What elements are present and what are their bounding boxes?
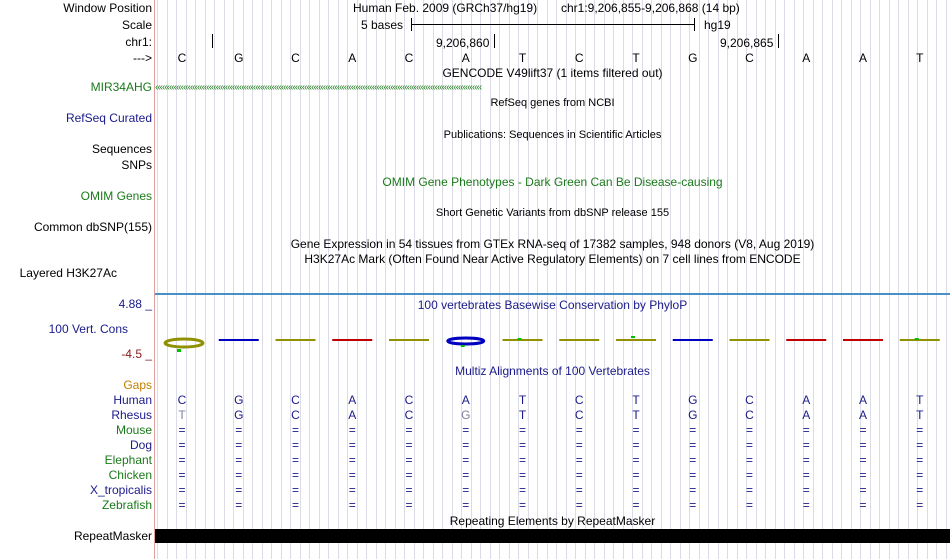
- alignment-cell: C: [404, 408, 414, 422]
- species-label[interactable]: Mouse: [115, 423, 152, 437]
- alignment-cell: A: [802, 393, 811, 407]
- gaps-label: Gaps: [123, 378, 152, 392]
- alignment-cell: T: [518, 393, 527, 407]
- alignment-cell: =: [745, 423, 753, 437]
- species-label[interactable]: Zebrafish: [101, 498, 152, 512]
- alignment-cell: C: [574, 393, 584, 407]
- alignment-cell: =: [916, 453, 924, 467]
- alignment-cell: A: [461, 393, 470, 407]
- alignment-cell: =: [802, 438, 810, 452]
- position-text: chr1:9,206,855-9,206,868 (14 bp): [561, 1, 740, 15]
- alignment-cell: =: [462, 498, 470, 512]
- base: T: [916, 51, 924, 65]
- phylop-logo-mark: [165, 339, 203, 347]
- alignment-cell: C: [177, 393, 187, 407]
- ruler-tick-label: 9,206,860: [436, 36, 490, 50]
- scale-label: Scale: [121, 18, 152, 32]
- gencode-track-label[interactable]: MIR34AHG: [90, 80, 152, 94]
- phylop-track-label[interactable]: 100 Vert. Cons: [48, 322, 128, 336]
- alignment-cell: C: [291, 408, 300, 422]
- alignment-cell: G: [234, 408, 244, 422]
- gencode-gene-feature[interactable]: ‹‹‹‹‹‹‹‹‹‹‹‹‹‹‹‹‹‹‹‹‹‹‹‹‹‹‹‹‹‹‹‹‹‹‹‹‹‹‹‹‹‹‹‹‹‹‹‹‹‹‹‹‹‹‹‹‹‹‹‹‹‹‹‹‹‹‹‹‹‹‹‹‹‹‹‹‹‹‹‹‹‹‹‹‹‹‹‹‹‹‹‹‹‹‹‹‹‹‹‹‹‹‹‹‹‹‹‹‹‹‹‹‹‹‹‹‹‹‹‹‹‹‹‹‹‹‹‹‹‹‹‹‹‹‹‹‹‹‹‹: [155, 82, 482, 93]
- assembly-text: Human Feb. 2009 (GRCh37/hg19): [353, 1, 538, 15]
- ruler-tick-label: 9,206,865: [720, 36, 774, 50]
- alignment-cell: =: [348, 498, 356, 512]
- alignment-cell: =: [178, 468, 186, 482]
- alignment-cell: =: [575, 453, 583, 467]
- h3k27ac-track-label[interactable]: Layered H3K27Ac: [19, 266, 117, 280]
- alignment-cell: =: [632, 453, 640, 467]
- phylop-track-title: 100 vertebrates Basewise Conservation by PhyloP: [417, 298, 688, 312]
- alignment-cell: =: [291, 498, 299, 512]
- alignment-cell: =: [518, 438, 526, 452]
- alignment-cell: A: [802, 408, 811, 422]
- alignment-cell: G: [688, 393, 698, 407]
- alignment-cell: G: [234, 393, 244, 407]
- alignment-cell: A: [858, 408, 867, 422]
- alignment-cell: =: [745, 468, 753, 482]
- alignment-cell: T: [632, 408, 640, 422]
- alignment-cell: =: [802, 498, 810, 512]
- alignment-cell: T: [518, 408, 527, 422]
- refseq-track-title: RefSeq genes from NCBI: [490, 97, 615, 109]
- alignment-cell: =: [348, 423, 356, 437]
- phylop-logo-mark: [448, 338, 484, 344]
- alignment-cell: =: [462, 483, 470, 497]
- alignment-cell: =: [235, 468, 243, 482]
- alignment-cell: =: [405, 498, 413, 512]
- phylop-bar: [461, 345, 465, 347]
- species-label[interactable]: Elephant: [104, 453, 152, 467]
- alignment-cell: =: [462, 438, 470, 452]
- scale-bar: [411, 24, 695, 25]
- alignment-cell: T: [916, 393, 924, 407]
- alignment-cell: =: [916, 498, 924, 512]
- alignment-cell: =: [859, 453, 867, 467]
- omim-track-title: OMIM Gene Phenotypes - Dark Green Can Be Disease-causing: [382, 175, 723, 189]
- chrom-label: chr1:: [125, 35, 152, 49]
- phylop-top-line: [155, 293, 950, 295]
- alignment-cell: =: [802, 453, 810, 467]
- alignment-cell: =: [916, 423, 924, 437]
- alignment-cell: =: [745, 483, 753, 497]
- alignment-cell: G: [461, 408, 471, 422]
- species-label[interactable]: Rhesus: [111, 408, 152, 422]
- alignment-cell: G: [688, 408, 698, 422]
- phylop-bar: [915, 338, 919, 340]
- alignment-cell: =: [462, 453, 470, 467]
- alignment-cell: =: [859, 498, 867, 512]
- alignment-cell: =: [745, 498, 753, 512]
- alignment-cell: =: [235, 498, 243, 512]
- alignment-cell: =: [405, 423, 413, 437]
- dbsnp-track-label[interactable]: Common dbSNP(155): [33, 220, 152, 234]
- alignment-cell: =: [178, 423, 186, 437]
- gencode-track-title: GENCODE V49lift37 (1 items filtered out): [442, 66, 663, 80]
- phylop-graph[interactable]: [155, 330, 950, 356]
- alignment-cell: =: [916, 438, 924, 452]
- species-label[interactable]: Chicken: [108, 468, 152, 482]
- phylop-ymin-label: -4.5 _: [121, 347, 152, 361]
- db-text: hg19: [704, 18, 731, 32]
- phylop-ymax-label: 4.88 _: [118, 297, 152, 311]
- alignment-cell: =: [518, 453, 526, 467]
- alignment-cell: =: [632, 498, 640, 512]
- species-label[interactable]: Dog: [129, 438, 152, 452]
- alignment-cell: =: [859, 468, 867, 482]
- alignment-cell: =: [745, 438, 753, 452]
- alignment-cell: =: [859, 483, 867, 497]
- alignment-cell: =: [745, 453, 753, 467]
- alignment-cell: =: [859, 438, 867, 452]
- base: G: [688, 51, 698, 65]
- phylop-bar: [518, 338, 522, 340]
- alignment-cell: =: [802, 423, 810, 437]
- alignment-cell: T: [178, 408, 186, 422]
- alignment-cell: C: [574, 408, 584, 422]
- alignment-cell: =: [348, 438, 356, 452]
- alignment-cell: =: [178, 453, 186, 467]
- base: C: [745, 51, 754, 65]
- alignment-cell: =: [689, 468, 697, 482]
- ruler-start-tick: [212, 34, 213, 48]
- alignment-cell: T: [916, 408, 924, 422]
- alignment-cell: =: [518, 483, 526, 497]
- alignment-cell: =: [348, 483, 356, 497]
- base: T: [518, 51, 527, 65]
- alignment-cell: C: [745, 393, 754, 407]
- publications-snps-label[interactable]: SNPs: [121, 158, 152, 172]
- alignment-cell: =: [575, 423, 583, 437]
- alignment-cell: A: [858, 393, 867, 407]
- alignment-cell: =: [462, 423, 470, 437]
- publications-track-title: Publications: Sequences in Scientific Articles: [443, 129, 662, 141]
- species-label[interactable]: X_tropicalis: [89, 483, 152, 497]
- base: A: [858, 51, 867, 65]
- alignment-cell: =: [405, 468, 413, 482]
- alignment-cell: =: [348, 468, 356, 482]
- phylop-bar: [177, 349, 181, 352]
- alignment-cell: =: [178, 483, 186, 497]
- scale-bar-right-tick: [694, 18, 695, 31]
- alignment-cell: =: [689, 483, 697, 497]
- base: C: [177, 51, 187, 65]
- alignment-cell: =: [575, 438, 583, 452]
- alignment-cell: =: [291, 438, 299, 452]
- alignment-cell: =: [291, 453, 299, 467]
- alignment-cell: =: [518, 468, 526, 482]
- track-labels: [0, 0, 154, 559]
- repeatmasker-track-label[interactable]: RepeatMasker: [73, 529, 152, 543]
- alignment-cell: =: [348, 453, 356, 467]
- alignment-cell: =: [518, 423, 526, 437]
- alignment-cell: =: [689, 423, 697, 437]
- base: A: [461, 51, 470, 65]
- alignment-cell: =: [689, 438, 697, 452]
- scale-bar-left-tick: [411, 18, 412, 31]
- phylop-bar: [631, 336, 635, 338]
- alignment-cell: =: [178, 438, 186, 452]
- alignment-cell: =: [291, 468, 299, 482]
- alignment-cell: =: [235, 453, 243, 467]
- alignment-cell: =: [405, 438, 413, 452]
- alignment-cell: =: [405, 453, 413, 467]
- gtex-track-title: Gene Expression in 54 tissues from GTEx RNA-seq of 17382 samples, 948 donors (V8, Aug 2019): [290, 237, 815, 251]
- alignment-cell: =: [916, 483, 924, 497]
- alignment-cell: =: [462, 468, 470, 482]
- alignment-cell: C: [291, 393, 300, 407]
- species-label[interactable]: Human: [113, 393, 152, 407]
- alignment-cell: =: [575, 483, 583, 497]
- dbsnp-track-title: Short Genetic Variants from dbSNP release 155: [435, 207, 670, 219]
- alignment-cell: C: [404, 393, 414, 407]
- alignment-cell: =: [916, 468, 924, 482]
- alignment-cell: A: [348, 393, 357, 407]
- alignment-cell: =: [632, 483, 640, 497]
- repeatmasker-track-title: Repeating Elements by RepeatMasker: [449, 514, 656, 528]
- alignment-cell: =: [235, 438, 243, 452]
- window-position-label: Window Position: [63, 1, 152, 15]
- alignment-cell: =: [802, 483, 810, 497]
- alignment-cell: =: [235, 483, 243, 497]
- alignment-cell: =: [802, 468, 810, 482]
- omim-track-label[interactable]: OMIM Genes: [80, 189, 152, 203]
- alignment-cell: T: [632, 393, 640, 407]
- ruler-tick: [778, 34, 779, 48]
- base: C: [574, 51, 584, 65]
- alignment-cell: =: [518, 498, 526, 512]
- alignment-cell: C: [745, 408, 754, 422]
- alignment-cell: =: [575, 498, 583, 512]
- alignment-cell: =: [291, 483, 299, 497]
- alignment-cell: =: [405, 483, 413, 497]
- alignment-cell: =: [575, 468, 583, 482]
- alignment-cell: =: [178, 498, 186, 512]
- refseq-track-label[interactable]: RefSeq Curated: [65, 111, 152, 125]
- publications-sequences-label[interactable]: Sequences: [91, 142, 152, 156]
- ruler-tick: [494, 34, 495, 48]
- multiz-track-title: Multiz Alignments of 100 Vertebrates: [455, 364, 650, 378]
- scale-text: 5 bases: [361, 18, 404, 32]
- repeatmasker-bar[interactable]: [155, 529, 950, 543]
- alignment-cell: =: [632, 438, 640, 452]
- alignment-cell: =: [859, 423, 867, 437]
- base: A: [802, 51, 811, 65]
- alignment-cell: =: [689, 453, 697, 467]
- strand-arrow-label: --->: [133, 51, 152, 65]
- h3k27ac-track-title: H3K27Ac Mark (Often Found Near Active Regulatory Elements) on 7 cell lines from ENCODE: [304, 252, 801, 266]
- alignment-cell: =: [632, 468, 640, 482]
- base: T: [632, 51, 640, 65]
- alignment-cell: =: [689, 498, 697, 512]
- alignment-cell: =: [291, 423, 299, 437]
- base: C: [291, 51, 300, 65]
- alignment-cell: A: [348, 408, 357, 422]
- base: A: [348, 51, 357, 65]
- alignment-cell: =: [632, 423, 640, 437]
- alignment-cell: =: [235, 423, 243, 437]
- base: C: [404, 51, 414, 65]
- base: G: [234, 51, 244, 65]
